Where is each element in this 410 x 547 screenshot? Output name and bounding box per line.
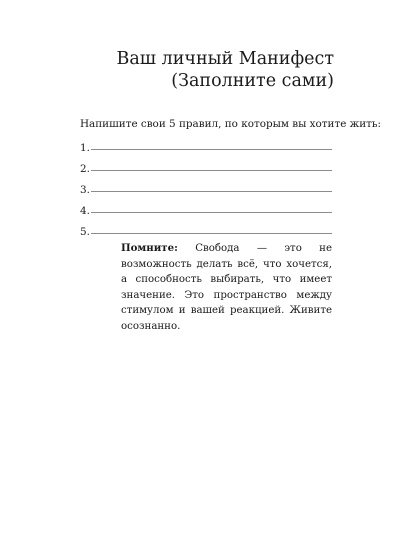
instruction-text: Напишите свои 5 правил, по которым вы хотите жить:	[80, 118, 382, 130]
reminder-label: Помните:	[121, 242, 178, 254]
rule-number: 4.	[80, 205, 90, 217]
rule-number: 5.	[80, 226, 90, 238]
rule-blank-line[interactable]	[91, 191, 332, 192]
rule-item-1	[80, 141, 332, 162]
page-title	[116, 48, 334, 92]
rule-number: 2.	[80, 163, 90, 175]
rule-blank-line[interactable]	[91, 170, 332, 171]
reminder-text: Свобода — это не возможность делать всё, что хочется, а способность выбирать, что имеет значение. Это пространство между стимулом и вашей реакцией. Живите осознанно.	[121, 243, 332, 332]
rule-number: 1.	[80, 142, 90, 154]
rule-blank-line[interactable]	[91, 212, 332, 213]
rule-item-3	[80, 183, 332, 204]
rule-blank-line[interactable]	[91, 233, 332, 234]
rule-number: 3.	[80, 184, 90, 196]
rule-item-4	[80, 204, 332, 225]
title-line-1: Ваш личный Манифест	[116, 49, 334, 69]
rule-blank-line[interactable]	[91, 149, 332, 150]
rule-item-2	[80, 162, 332, 183]
reminder-note	[121, 241, 332, 335]
title-line-2: (Заполните сами)	[171, 71, 334, 91]
rules-list	[80, 141, 332, 246]
